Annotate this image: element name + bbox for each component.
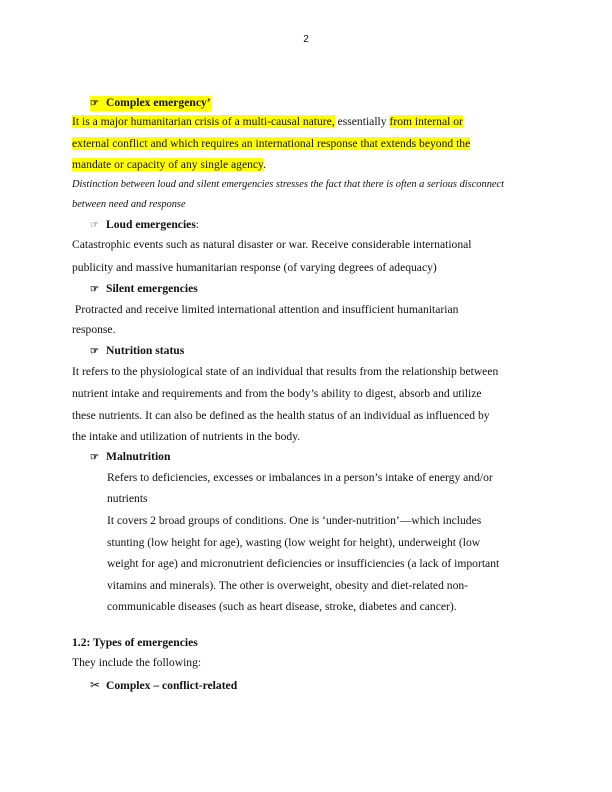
silent-line: response. — [72, 323, 116, 336]
section-intro: They include the following: — [72, 656, 202, 669]
malnutrition-line: vitamins and minerals). The other is overweight, obesity and diet-related non- — [107, 579, 469, 592]
pointing-hand-icon: ☞ — [90, 452, 99, 463]
malnutrition-line: weight for age) and micronutrient deficiencies or insufficiencies (a lack of important — [107, 557, 500, 570]
loud-line: publicity and massive humanitarian response (of varying degrees of adequacy) — [72, 261, 437, 274]
complex-emergency-heading: ☞ Complex emergency’ — [90, 96, 211, 109]
malnutrition-line: nutrients — [107, 492, 148, 505]
complex-line: mandate or capacity of any single agency. — [72, 158, 267, 171]
loud-emergencies-heading: ☞ Loud emergencies: — [90, 218, 200, 231]
nutrition-line: nutrient intake and requirements and from the body’s ability to digest, absorb and utilize — [72, 387, 482, 400]
malnutrition-line: It covers 2 broad groups of conditions. One is ‘under-nutrition’—which includes — [107, 514, 482, 527]
malnutrition-line: stunting (low height for age), wasting (low weight for height), underweight (low — [107, 536, 481, 549]
distinction-line: Distinction between loud and silent emergencies stresses the fact that there is often a serious disconnect — [72, 179, 505, 190]
complex-line: external conflict and which requires an international response that extends beyond the — [72, 137, 471, 150]
silent-emergencies-heading: ☞ Silent emergencies — [90, 282, 198, 295]
scissors-icon: ✂ — [90, 678, 101, 692]
silent-line: Protracted and receive limited international attention and insufficient humanitarian — [72, 303, 459, 316]
distinction-line: between need and response — [72, 199, 186, 210]
page-number: 2 — [303, 34, 309, 45]
malnutrition-line: Refers to deficiencies, excesses or imbalances in a person’s intake of energy and/or — [107, 471, 493, 484]
complex-conflict-item: ✂ Complex – conflict-related — [90, 678, 238, 692]
pointing-hand-icon: ☞ — [90, 98, 99, 109]
section-heading: 1.2: Types of emergencies — [72, 636, 198, 649]
loud-line: Catastrophic events such as natural disaster or war. Receive considerable international — [72, 238, 472, 251]
complex-line: It is a major humanitarian crisis of a multi-causal nature, essentially from internal or — [72, 115, 463, 128]
pointing-hand-icon: ☞ — [90, 284, 99, 295]
pointing-hand-icon: ☞ — [90, 220, 99, 231]
malnutrition-line: communicable diseases (such as heart disease, stroke, diabetes and cancer). — [107, 600, 457, 613]
nutrition-line: these nutrients. It can also be defined as the health status of an individual as influenced by — [72, 409, 490, 422]
nutrition-status-heading: ☞ Nutrition status — [90, 344, 185, 357]
nutrition-line: the intake and utilization of nutrients in the body. — [72, 430, 301, 443]
malnutrition-heading: ☞ Malnutrition — [90, 450, 171, 463]
nutrition-line: It refers to the physiological state of an individual that results from the relationship between — [72, 365, 499, 378]
pointing-hand-icon: ☞ — [90, 346, 99, 357]
